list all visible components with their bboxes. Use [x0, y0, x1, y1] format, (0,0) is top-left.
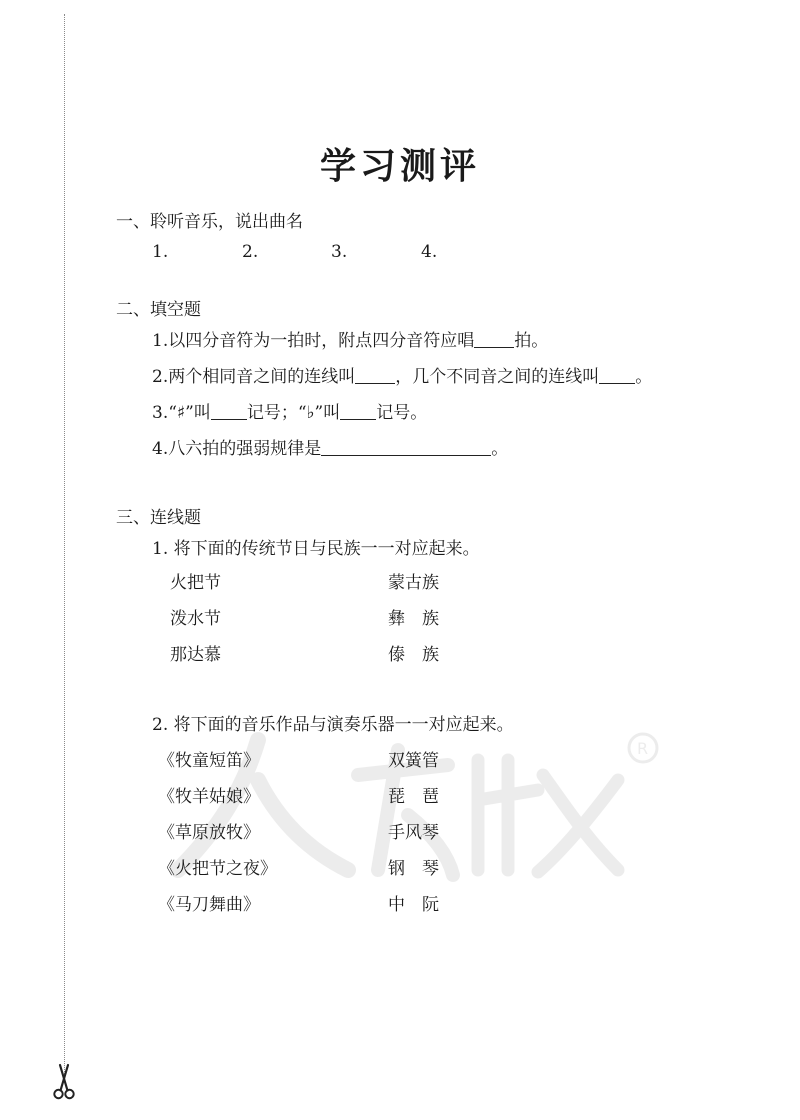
fill-q3-text-1: 3.“♯”叫 [152, 403, 211, 423]
instrument-item[interactable]: 手风琴 [388, 823, 439, 843]
match-prompt-2: 2. 将下面的音乐作品与演奏乐器一一对应起来。 [152, 715, 514, 735]
fill-q2-text-2: ，几个不同音之间的连线叫 [395, 367, 600, 387]
music-work-item[interactable]: 《草原放牧》 [158, 823, 260, 843]
festival-item[interactable]: 那达慕 [170, 645, 221, 665]
fill-q2-text-1: 2.两个相同音之间的连线叫 [152, 367, 356, 387]
section1-heading: 一、聆听音乐，说出曲名 [116, 212, 303, 232]
festival-item[interactable]: 火把节 [170, 573, 221, 593]
listen-item-4: 4. [421, 242, 438, 262]
page-title: 学习测评 [319, 145, 480, 187]
ethnic-group-item[interactable]: 彝 族 [388, 609, 439, 629]
instrument-item[interactable]: 琵 琶 [388, 787, 439, 807]
fill-q4-suffix: 。 [491, 439, 509, 459]
section2-heading: 二、填空题 [116, 300, 201, 320]
section3-heading: 三、连线题 [116, 508, 201, 528]
fill-q1-text: 1.以四分音符为一拍时，附点四分音符应唱 [152, 331, 475, 351]
fill-q2-text-3: 。 [635, 367, 653, 387]
fill-q3-text-3: 记号。 [376, 403, 428, 423]
music-work-item[interactable]: 《火把节之夜》 [158, 859, 277, 879]
instrument-item[interactable]: 钢 琴 [388, 859, 439, 879]
fill-q4-text: 4.八六拍的强弱规律是 [152, 439, 322, 459]
fill-question-2 [152, 365, 652, 389]
music-work-item[interactable]: 《马刀舞曲》 [158, 895, 260, 915]
festival-item[interactable]: 泼水节 [170, 609, 221, 629]
match-prompt-1: 1. 将下面的传统节日与民族一一对应起来。 [152, 539, 480, 559]
svg-text:R: R [637, 739, 649, 758]
fill-blank[interactable] [340, 401, 376, 420]
music-work-item[interactable]: 《牧童短笛》 [158, 751, 260, 771]
fill-blank[interactable] [599, 365, 635, 384]
music-work-item[interactable]: 《牧羊姑娘》 [158, 787, 260, 807]
fill-question-1 [152, 329, 548, 353]
listen-item-3: 3. [331, 242, 348, 262]
fill-question-4 [152, 437, 508, 461]
fill-q3-text-2: 记号；“♭”叫 [246, 403, 341, 423]
instrument-item[interactable]: 中 阮 [388, 895, 439, 915]
fill-blank[interactable] [321, 437, 491, 456]
listen-item-2: 2. [242, 242, 259, 262]
fill-blank[interactable] [355, 365, 395, 384]
instrument-item[interactable]: 双簧管 [388, 751, 439, 771]
listen-item-1: 1. [152, 242, 169, 262]
fill-question-3 [152, 401, 427, 425]
ethnic-group-item[interactable]: 傣 族 [388, 645, 439, 665]
scissors-icon [53, 1063, 75, 1101]
fill-blank[interactable] [474, 329, 514, 348]
fill-q1-suffix: 拍。 [514, 331, 549, 351]
ethnic-group-item[interactable]: 蒙古族 [388, 573, 439, 593]
fill-blank[interactable] [211, 401, 247, 420]
